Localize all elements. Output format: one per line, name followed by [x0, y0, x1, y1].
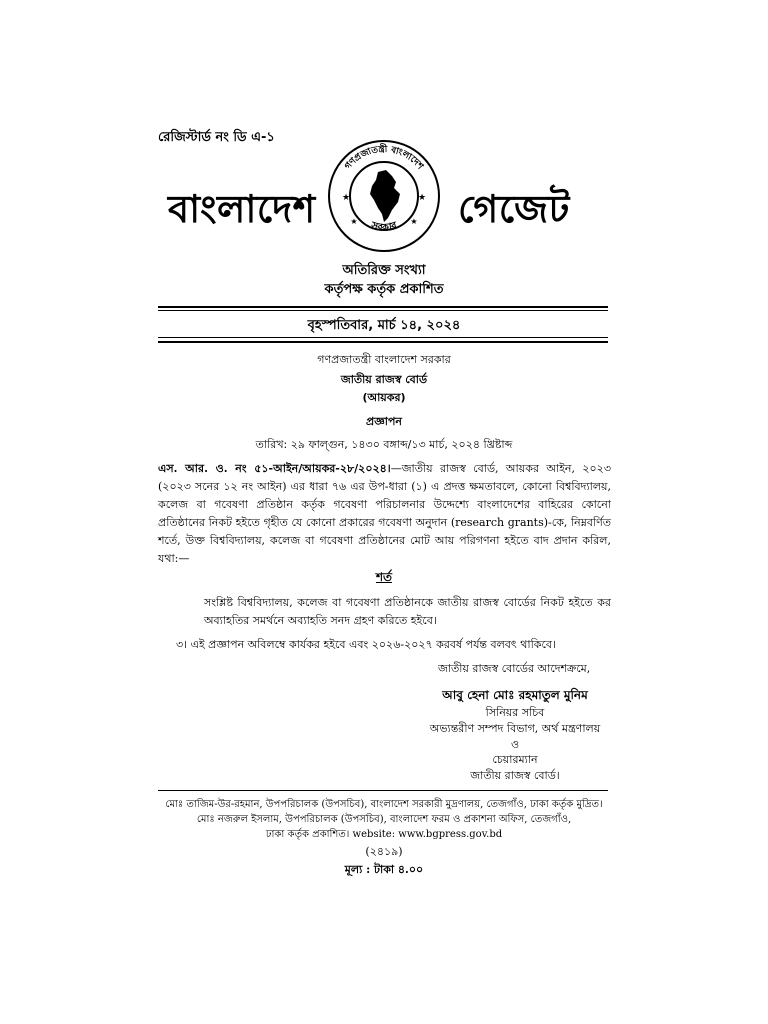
- price: মূল্য : টাকা ৪.০০: [344, 863, 424, 876]
- board-name: জাতীয় রাজস্ব বোর্ড: [340, 373, 428, 386]
- header-rule-top-thin: [158, 310, 608, 311]
- condition-text: সংশ্লিষ্ট বিশ্ববিদ্যালয়, কলেজ বা গবেষণা প্রতিষ্ঠানকে জাতীয় রাজস্ব বোর্ডের নিকট হইতে কর অব্যাহতির সমর্থনে অব্যাহতি সনদ গ্রহণ করিতে হইবে।: [204, 596, 611, 627]
- seal-text-top: গণপ্রজাতন্ত্রী বাংলাদেশ: [343, 144, 425, 172]
- svg-text:★: ★: [341, 193, 351, 203]
- notice-paragraph-text: —জাতীয় রাজস্ব বোর্ড, আয়কর আইন, ২০২৩ (২০২৩ সনের ১২ নং আইন) এর ধারা ৭৬ এর উপ-ধারা (১) এ প্রদত্ত ক্ষমতাবলে, কোনো বিশ্ববিদ্যালয়, কলেজ বা গবেষণা প্রতিষ্ঠান কর্তৃক গবেষণা পরিচালনার উদ্দেশ্যে বাংলাদেশের বাহিরের কোনো প্রতিষ্ঠানের নিকট হইতে গৃহীত যে কোনো প্রকারের গবেষণা অনুদান (research grants)-কে, নিম্নবর্ণিত শর্তে, উক্ত বিশ্ববিদ্যালয়, কলেজ বা গবেষণা প্রতিষ্ঠানের মোট আয় পরিগণনা হইতে বাদ প্রদান করিল, যথা:—: [158, 462, 611, 565]
- signatory-and: ও: [510, 738, 520, 751]
- signatory-division: অভ্যন্তরীণ সম্পদ বিভাগ, অর্থ মন্ত্রণালয়: [429, 722, 601, 735]
- svg-text:সরকার: [369, 220, 399, 234]
- notice-date: তারিখ: ২৯ ফাল্গুন, ১৪৩০ বঙ্গাব্দ/১৩ মার্চ, ২০২৪ খ্রিষ্টাব্দ: [255, 438, 513, 451]
- notice-heading: প্রজ্ঞাপন: [366, 415, 402, 428]
- header-rule-bottom-thin: [158, 337, 608, 338]
- government-name: গণপ্রজাতন্ত্রী বাংলাদেশ সরকার: [317, 353, 451, 366]
- page-number: (২৪১৯): [365, 845, 403, 858]
- extra-issue: অতিরিক্ত সংখ্যা: [342, 263, 426, 278]
- publisher-line: মোঃ নজরুল ইসলাম, উপপরিচালক (উপসচিব), বাংলাদেশ ফরম ও প্রকাশনা অফিস, তেজগাঁও,: [196, 814, 572, 825]
- header-rule-bottom: [158, 341, 608, 343]
- signatory-org: জাতীয় রাজস্ব বোর্ড।: [470, 769, 560, 782]
- publisher-website: ঢাকা কর্তৃক প্রকাশিত। website: www.bgpress.gov.bd: [265, 829, 503, 840]
- gazette-title-right: গেজেট: [458, 187, 570, 231]
- by-order: জাতীয় রাজস্ব বোর্ডের আদেশক্রমে,: [438, 662, 591, 675]
- footer-rule: [158, 790, 608, 791]
- condition-heading: শর্ত: [375, 570, 393, 584]
- svg-text:★: ★: [417, 193, 427, 203]
- signatory-role: চেয়ারম্যান: [492, 753, 538, 766]
- notice-paragraph: [158, 460, 611, 568]
- sro-number: এস. আর. ও. নং ৫১-আইন/আয়কর-২৮/২০২৪।: [158, 462, 391, 475]
- svg-text:গণপ্রজাতন্ত্রী বাংলাদেশ: [343, 142, 425, 172]
- published-by: কর্তৃপক্ষ কর্তৃক প্রকাশিত: [324, 282, 444, 297]
- svg-text:★: ★: [350, 217, 358, 226]
- bangladesh-map-icon: [370, 170, 400, 222]
- header-rule-top: [158, 306, 608, 308]
- signatory-designation: সিনিয়র সচিব: [485, 706, 545, 719]
- signatory-name: আবু হেনা মোঃ রহমাতুল মুনিম: [442, 688, 588, 702]
- svg-text:★: ★: [410, 217, 418, 226]
- seal-text-bottom: সরকার: [369, 220, 399, 234]
- gazette-title-left: বাংলাদেশ: [168, 187, 316, 231]
- registered-number: রেজিস্টার্ড নং ডি এ-১: [158, 130, 275, 145]
- printer-line: মোঃ তাজিম-উর-রহমান, উপপরিচালক (উপসচিব), বাংলাদেশ সরকারী মুদ্রণালয়, তেজগাঁও, ঢাকা কর্তৃক মুদ্রিত।: [165, 799, 603, 810]
- clause-3: ৩। এই প্রজ্ঞাপন অবিলম্বে কার্যকর হইবে এবং ২০২৬-২০২৭ করবর্ষ পর্যন্ত বলবৎ থাকিবে।: [176, 638, 556, 651]
- wing-name: (আয়কর): [362, 391, 406, 404]
- government-seal: [326, 138, 442, 254]
- gazette-date: বৃহস্পতিবার, মার্চ ১৪, ২০২৪: [307, 318, 461, 333]
